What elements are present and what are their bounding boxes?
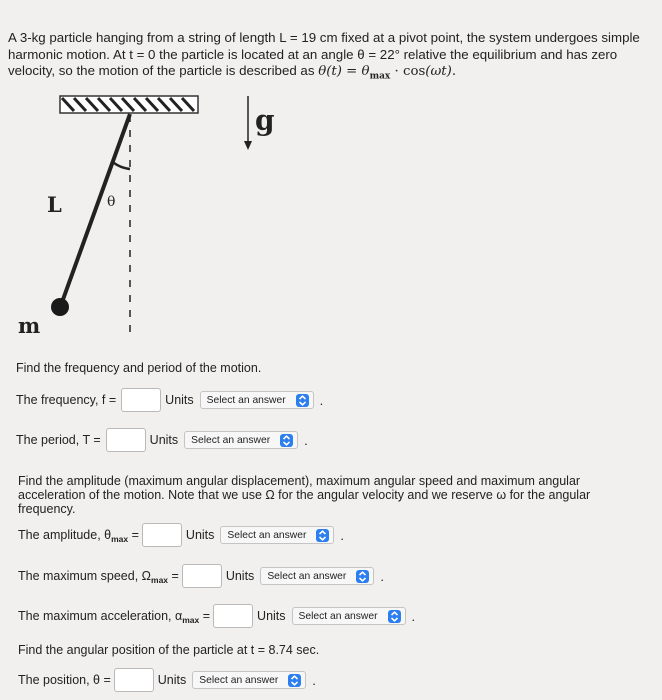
max-acceleration-label-text: The maximum acceleration, α (18, 609, 183, 623)
max-acceleration-subscript: max (182, 615, 200, 625)
section3-prompt: Find the angular position of the particle at t = 8.74 sec. (18, 643, 320, 657)
select-chevron-icon (288, 674, 301, 687)
amplitude-label-text: The amplitude, θ (18, 528, 112, 542)
equation-equals: = (346, 64, 358, 79)
select-chevron-icon (388, 610, 401, 623)
angle-label: θ (107, 194, 116, 210)
pendulum-mass (51, 298, 69, 316)
period-input[interactable] (106, 428, 146, 452)
max-speed-equals: = (171, 569, 179, 583)
max-acceleration-select-text: Select an answer (298, 610, 378, 622)
max-speed-row (18, 564, 384, 588)
frequency-units-label: Units (165, 393, 194, 407)
amplitude-row (18, 523, 344, 547)
select-chevron-icon (296, 394, 309, 407)
amplitude-units-label: Units (185, 528, 215, 542)
max-speed-label (18, 569, 179, 583)
gravity-arrowhead (244, 141, 252, 150)
equation-argument: (ωt) (425, 64, 452, 79)
period-period: . (304, 432, 308, 448)
position-select-text: Select an answer (199, 674, 279, 686)
period-row (16, 428, 308, 452)
pendulum-diagram (0, 90, 662, 350)
select-chevron-icon (356, 570, 369, 583)
period-select-text: Select an answer (191, 434, 271, 446)
max-acceleration-equals: = (202, 609, 211, 623)
frequency-period: . (319, 392, 324, 408)
motion-equation (318, 64, 457, 82)
equation-theta: θ (361, 64, 370, 79)
max-acceleration-period: . (411, 608, 416, 624)
amplitude-units-select[interactable] (220, 526, 334, 544)
amplitude-input[interactable] (142, 523, 182, 547)
amplitude-subscript: max (111, 534, 129, 544)
max-speed-period: . (380, 568, 384, 584)
length-label: L (47, 192, 62, 217)
section1-prompt: Find the frequency and period of the motion. (16, 361, 262, 375)
frequency-select-text: Select an answer (206, 394, 286, 406)
problem-statement (8, 30, 648, 85)
position-label: The position, θ = (18, 673, 111, 687)
problem-text: A 3-kg particle hanging from a string of length L = 19 cm fixed at a pivot point, the system undergoes simple harmonic motion. At t = 0 the particle is located at an angle θ = 22° relative the equilibrium and has zero velocity, so the motion of the particle is described as (8, 30, 640, 78)
select-chevron-icon (316, 529, 329, 542)
equation-period: . (451, 64, 457, 79)
pendulum-string (61, 114, 130, 305)
amplitude-equals: = (131, 528, 139, 542)
equation-cos: cos (403, 64, 426, 79)
position-units-label: Units (157, 673, 187, 687)
max-acceleration-row (18, 604, 415, 628)
amplitude-label (18, 528, 139, 542)
position-input[interactable] (114, 668, 154, 692)
frequency-units-select[interactable] (200, 391, 314, 409)
max-speed-input[interactable] (182, 564, 222, 588)
angle-arc (114, 163, 130, 169)
max-speed-label-text: The maximum speed, Ω (18, 569, 152, 583)
amplitude-select-text: Select an answer (227, 529, 307, 541)
position-row (18, 668, 316, 692)
equation-max-subscript: max (369, 71, 391, 82)
frequency-row (16, 388, 323, 412)
position-period: . (312, 672, 316, 688)
max-speed-select-text: Select an answer (267, 570, 347, 582)
max-acceleration-units-select[interactable] (292, 607, 406, 625)
equation-lhs: θ(t) (318, 64, 342, 79)
period-label: The period, T = (16, 433, 101, 447)
period-units-select[interactable] (184, 431, 298, 449)
position-units-select[interactable] (192, 671, 306, 689)
amplitude-period: . (340, 527, 345, 543)
frequency-input[interactable] (121, 388, 161, 412)
max-speed-units-select[interactable] (260, 567, 374, 585)
select-chevron-icon (280, 434, 293, 447)
max-acceleration-units-label: Units (257, 609, 286, 623)
max-acceleration-input[interactable] (213, 604, 253, 628)
equation-dot: · (394, 64, 399, 79)
gravity-label: g (255, 104, 275, 137)
section2-prompt: Find the amplitude (maximum angular displacement), maximum angular speed and maximum angular acceleration of the motion. Note that we use Ω for the angular velocity and we reserve ω for the angular frequency. (18, 474, 591, 516)
max-speed-units-label: Units (225, 569, 255, 583)
mass-label: m (18, 313, 41, 338)
frequency-label: The frequency, f = (16, 393, 117, 407)
period-units-label: Units (149, 433, 179, 447)
max-acceleration-label (18, 609, 210, 623)
max-speed-subscript: max (151, 575, 169, 585)
